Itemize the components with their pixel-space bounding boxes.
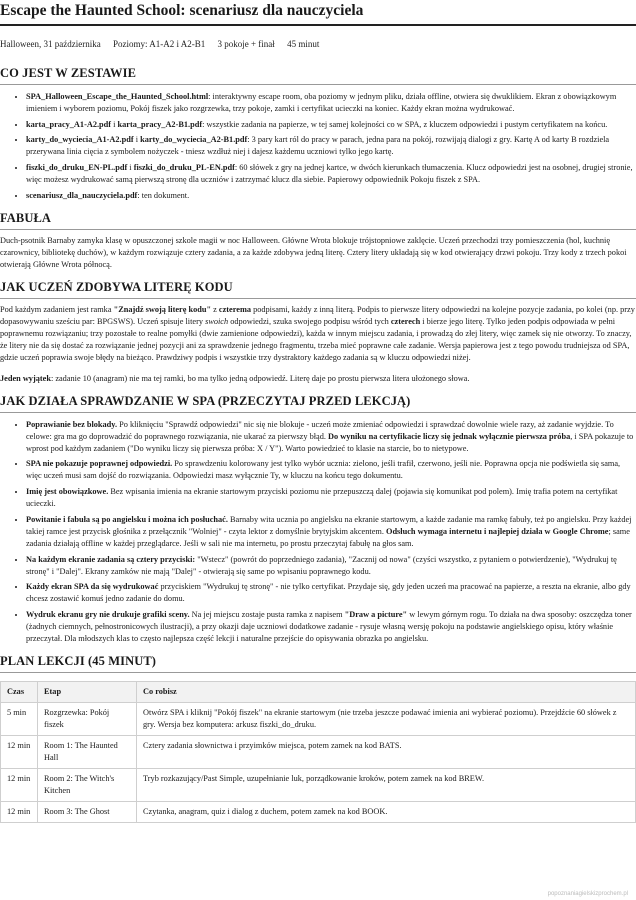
kit-sep: i xyxy=(127,162,134,172)
text-run: odpowiedzi, szuka swojego podpisu wśród tych xyxy=(228,317,391,327)
text-run: Po sprawdzeniu kolorowany jest tylko wybór ucznia: zielono, jeśli trafił, czerwono, jeśli nie. Poprawna opcja nie podświetla się sama, więc uczeń musi sam dojść do rozwiązania. Odpowiedzi masz wyłącznie Ty, w kluczu na końcu tego dokumentu. xyxy=(26,459,621,481)
table-cell: Tryb rozkazujący/Past Simple, uzupełnianie luk, porządkowanie kroków, potem zamek na kod BREW. xyxy=(137,769,636,802)
bold-run: Poprawianie bez blokady. xyxy=(26,419,118,429)
file-name: fiszki_do_druku_EN-PL.pdf xyxy=(26,162,128,172)
bold-run: SPA nie pokazuje poprawnej odpowiedzi. xyxy=(26,459,173,469)
kit-item-text: : ten dokument. xyxy=(137,190,190,200)
bold-run: Odsłuch wymaga internetu i najlepiej działa w Google Chrome xyxy=(385,526,609,536)
kit-item xyxy=(26,162,636,186)
story-heading: FABUŁA xyxy=(0,211,636,230)
meta-date: Halloween, 31 października xyxy=(0,39,101,49)
text-run: w lewym górnym rogu. To działa na dwa sposoby: oszczędza toner (żadnych ciemnych, pełnostronicowych ilustracji), a przy okazji daje uczniowi dodatkowe zadanie - rysuje własną wersję pokoju na podstawie angielskiego opisu, który właśnie przeczytał. Dla młodszych klas to często najlepsza część lekcji i naturalne przejście do opisywania obrazka po angielsku. xyxy=(26,609,632,644)
lesson-plan-table xyxy=(0,681,636,823)
kit-sep: i xyxy=(133,135,141,145)
column-header: Czas xyxy=(1,682,38,703)
table-row xyxy=(1,703,636,736)
column-header: Etap xyxy=(38,682,137,703)
bold-run: czterech xyxy=(390,317,421,327)
meta-time: 45 minut xyxy=(287,39,320,49)
italic-run: swoich xyxy=(205,317,229,327)
kit-item-text: : interaktywny escape room, oba poziomy w jednym pliku, działa offline, otwiera się dwuklikiem. Ekran z obowiązkowym imieniem i wyborem poziomu, Pokój fiszek jako rozgrzewka, trzy pokoje, zamki i certyfikat ucieczki na koniec. Każdy ekran można wydrukować. xyxy=(26,92,617,114)
page-title: Escape the Haunted School: scenariusz dla nauczyciela xyxy=(0,0,636,26)
kit-item xyxy=(26,134,636,158)
column-header: Co robisz xyxy=(137,682,636,703)
kit-sep: i xyxy=(111,119,118,129)
file-name: scenariusz_dla_nauczyciela.pdf xyxy=(26,190,138,200)
kit-item-text: : wszystkie zadania na papierze, w tej samej kolejności co w SPA, z kluczem odpowiedzi i pustym certyfikatem na końcu. xyxy=(202,119,608,129)
meta-levels: Poziomy: A1-A2 i A2-B1 xyxy=(112,39,206,49)
story-text: Duch-psotnik Barnaby zamyka klasę w opuszczonej szkole magii w noc Halloween. Główne Wrota blokuje trójstopniowe zaklęcie. Uczeń przechodzi trzy pomieszczenia (hol, kuchnię czarownicy, bibliotekę duchów), w każdym rozwiązuje cztery zadania, a za każde zdobywa jedną literę. Cztery litery układają się w kod otwierający drzwi pokoju. Trzy kody z trzech pokoi otwierają Główne Wrota północą. xyxy=(0,235,627,269)
text-run: Bez wpisania imienia na ekranie startowym przyciski poziomu nie przepuszczą dalej (pojawia się komunikat pod polem). Imię trafia potem na certyfikat ucieczki. xyxy=(26,487,618,509)
bold-run: Powitanie i fabuła są po angielsku i można ich posłuchać. xyxy=(26,514,228,524)
kit-list xyxy=(0,91,636,202)
table-cell: Czytanka, anagram, quiz i dialog z duchem, potem zamek na kod BOOK. xyxy=(137,802,636,823)
table-cell: 12 min xyxy=(1,802,38,823)
text-run: Pod każdym zadaniem jest ramka xyxy=(0,305,114,315)
file-name: fiszki_do_druku_PL-EN.pdf xyxy=(133,162,235,172)
checking-item xyxy=(26,419,636,455)
table-cell: Room 1: The Haunted Hall xyxy=(38,736,137,769)
table-row xyxy=(1,736,636,769)
table-cell: Room 3: The Ghost xyxy=(38,802,137,823)
bold-run: Jeden wyjątek xyxy=(0,373,51,383)
checking-item xyxy=(26,554,636,578)
table-cell: 12 min xyxy=(1,736,38,769)
table-cell: Cztery zadania słownictwa i przyimków miejsca, potem zamek na kod BATS. xyxy=(137,736,636,769)
table-cell: 12 min xyxy=(1,769,38,802)
exception-paragraph xyxy=(0,373,636,385)
checking-item xyxy=(26,514,636,550)
bold-run: Wydruk ekranu gry nie drukuje grafiki sceny. xyxy=(26,609,190,619)
checking-item xyxy=(26,609,636,645)
table-row xyxy=(1,769,636,802)
text-run: Po kliknięciu "Sprawdź odpowiedzi" nic się nie blokuje - uczeń może zmieniać odpowiedzi i sprawdzać dowolnie wiele razy, aż zadanie wyjdzie. To celowe: gra ma go doprowadzić do poprawnego rozwiązania, nie ukarać za pierwszy błąd. xyxy=(26,419,614,441)
text-run: Na jej miejscu zostaje pusta ramka z napisem xyxy=(189,609,345,619)
file-name: karty_do_wyciecia_A2-B1.pdf xyxy=(140,135,248,145)
kit-item xyxy=(26,190,636,202)
bold-run: Każdy ekran SPA da się wydrukować xyxy=(26,582,159,592)
file-name: SPA_Halloween_Escape_the_Haunted_School.html xyxy=(26,92,209,101)
text-run: przyciskiem "Wydrukuj tę stronę" - nie tylko certyfikat. Przydaje się, gdy jeden uczeń ma pracować na papierze, a reszta na ekranie, albo gdy chcesz zostawić komuś jedno zadanie do domu. xyxy=(26,582,631,604)
text-run: Barnaby wita ucznia po angielsku na ekranie startowym, a każde zadanie ma ramkę fabuły, też po angielsku. Przy każdej takiej ramce jest przycisk głośnika z przełącznik "Wolniej" - czyta lektor z domyślnie brytyjskim akcentem. xyxy=(26,514,632,536)
text-run: "Wstecz" (powrót do poprzedniego zadania), "Zacznij od nowa" (czyści wszystko, z pytaniem o potwierdzenie), "Wydrukuj tę stronę" i "Dalej". Ekrany zamków nie mają "Dalej" - otwierają się same po wpisaniu poprawnego kodu. xyxy=(26,554,617,576)
checking-item xyxy=(26,458,636,482)
file-name: karta_pracy_A2-B1.pdf xyxy=(117,119,203,129)
text-run: ; same zadania działają offline w każdej przeglądarce. Jeśli w sali nie ma internetu, po prostu przeczytaj fabułę na głos sam. xyxy=(26,526,630,548)
watermark: popoznaniagielskizprochem.pl xyxy=(547,891,628,897)
text-run: z xyxy=(211,305,219,315)
bold-run: "Draw a picture" xyxy=(344,609,408,619)
text-run: : zadanie 10 (anagram) nie ma tej ramki, bo ma tylko jedną odpowiedź. Literę daje po prostu pierwsza litera ułożonego słowa. xyxy=(50,373,470,383)
table-cell: Rozgrzewka: Pokój fiszek xyxy=(38,703,137,736)
checking-heading: JAK DZIAŁA SPRAWDZANIE W SPA (PRZECZYTAJ PRZED LEKCJĄ) xyxy=(0,394,636,413)
kit-item xyxy=(26,91,636,115)
bold-run: "Znajdź swoją literę kodu" xyxy=(113,305,212,315)
file-name: karty_do_wyciecia_A1-A2.pdf xyxy=(26,135,134,145)
bold-run: Imię jest obowiązkowe. xyxy=(26,487,109,497)
plan-heading: PLAN LEKCJI (45 MINUT) xyxy=(0,654,636,673)
text-run: podpisami, każdy z inną literą. Podpis to pierwsze litery odpowiedzi na kolejne pozycje zadania, po kolei (np. przy dopasowywaniu sześciu par: BPGSWS). Uczeń spisuje litery xyxy=(0,305,635,327)
kit-item-text: : 60 słówek z gry na jednej kartce, w dwóch kierunkach tłumaczenia. Klucz odpowiedzi jest na osobnej, drugiej stronie, więc możesz wydrukować samą pierwszą stronę dla uczniów i zatrzymać klucz dla siebie. Papierowy odpowiednik Pokoju fiszek z SPA. xyxy=(26,162,633,185)
checking-item xyxy=(26,486,636,510)
checking-list xyxy=(0,419,636,646)
table-cell: 5 min xyxy=(1,703,38,736)
bold-run: czterema xyxy=(218,305,252,315)
text-run: , i SPA pokazuje to wprost pod każdym zadaniem ("Do wyniku liczy się pierwsza próba: X / Y"). Warto powiedzieć to klasie na starcie, bo to nietypowe. xyxy=(26,431,634,453)
table-row xyxy=(1,802,636,823)
meta-line xyxy=(0,38,636,50)
text-run: i bierze jego literę. Tylko jeden podpis odpowiada w pełni poprawnemu rozwiązaniu; trzy pozostałe to realne pomyłki (dwie zamienione odpowiedzi), każda w innym miejscu zadania, i prowadzą do złej litery, więc zamek się nie otworzy. To znaczy, że litery nie da się dostać za rozwiązanie jednej pozycji ani za sprawdzenie jednego fragmentu, trzeba mieć poprawne całe zadanie. Wersja papierowa jest z tego powodu trudniejsza od SPA, gdzie uczeń poprawia swoje błędy na bieżąco. Prawdziwy podpis i wszystkie trzy dystraktory każdego zadania są w kluczu odpowiedzi niżej. xyxy=(0,317,632,363)
kit-item-text: : 3 pary kart ról do pracy w parach, jedna para na pokój, rozwijają dialogi z gry. Kartę A od karty B rozdziela przerywana linia cięcia z symbolem nożyczek - tniesz wzdłuż niej i dajesz każdemu uczniowi tylko jego kartę. xyxy=(26,135,610,157)
letter-heading: JAK UCZEŃ ZDOBYWA LITERĘ KODU xyxy=(0,280,636,299)
bold-run: Na każdym ekranie zadania są cztery przyciski: xyxy=(26,554,196,564)
table-cell: Room 2: The Witch's Kitchen xyxy=(38,769,137,802)
kit-heading: CO JEST W ZESTAWIE xyxy=(0,66,636,85)
meta-rooms: 3 pokoje + finał xyxy=(217,39,275,49)
bold-run: Do wyniku na certyfikacie liczy się jednak wyłącznie pierwsza próba xyxy=(328,431,571,441)
table-cell: Otwórz SPA i kliknij "Pokój fiszek" na ekranie startowym (nie trzeba jeszcze podawać imienia ani wybierać poziomu). Przejdźcie 60 słówek z gry. Wersja bez komputera: arkusz fiszki_do_druku. xyxy=(137,703,636,736)
file-name: karta_pracy_A1-A2.pdf xyxy=(26,119,112,129)
letter-paragraph xyxy=(0,304,636,364)
kit-item xyxy=(26,119,636,131)
table-header-row xyxy=(1,682,636,703)
checking-item xyxy=(26,581,636,605)
